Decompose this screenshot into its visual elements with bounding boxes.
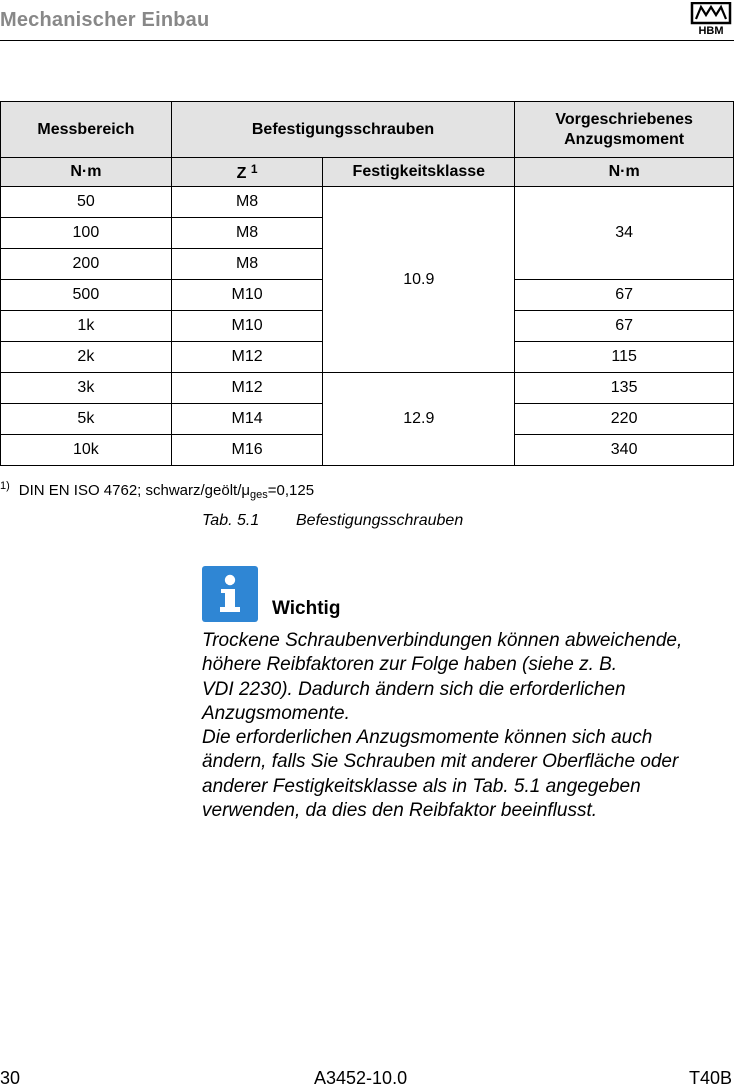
range-cell: 50	[1, 187, 172, 218]
table-unit-row	[1, 158, 734, 187]
notice-line: verwenden, da dies den Reibfaktor beeinflusst.	[202, 800, 598, 822]
z-label: Z	[236, 164, 247, 182]
torque-cell: 67	[515, 280, 734, 311]
screw-cell: M16	[171, 435, 323, 466]
logo-text: HBM	[698, 25, 724, 36]
col-header-range: Messbereich	[1, 102, 172, 158]
footnote-suffix: =0,125	[267, 482, 315, 499]
unit-torque: N·m	[515, 158, 734, 187]
grade-cell: 10.9	[323, 187, 515, 373]
screw-cell: M10	[171, 311, 323, 342]
screw-cell: M14	[171, 404, 323, 435]
notice-line: Anzugsmomente.	[202, 702, 350, 724]
page-number: 30	[0, 1068, 21, 1088]
footnote-subscript: ges	[250, 489, 268, 501]
table-row	[1, 373, 734, 404]
range-cell: 1k	[1, 311, 172, 342]
notice-line: Trockene Schraubenverbindungen können abweichende,	[202, 630, 683, 651]
grade-cell: 12.9	[323, 373, 515, 466]
range-cell: 10k	[1, 435, 172, 466]
torque-cell: 135	[515, 373, 734, 404]
torque-cell: 34	[515, 187, 734, 280]
screw-cell: M10	[171, 280, 323, 311]
section-title: Mechanischer Einbau	[0, 9, 210, 31]
screw-spec-table	[0, 101, 734, 466]
table-row	[1, 187, 734, 218]
screw-cell: M12	[171, 342, 323, 373]
header-divider	[0, 40, 734, 41]
col-header-grade: Festigkeitsklasse	[323, 158, 515, 187]
col-header-z	[171, 158, 323, 187]
screw-cell: M8	[171, 249, 323, 280]
unit-range: N·m	[1, 158, 172, 187]
range-cell: 2k	[1, 342, 172, 373]
torque-cell: 67	[515, 311, 734, 342]
torque-header-line2: Anzugsmoment	[564, 130, 685, 148]
range-cell: 3k	[1, 373, 172, 404]
torque-header-line1: Vorgeschriebenes	[555, 110, 693, 128]
notice-line: höhere Reibfaktoren zur Folge haben (siehe z. B.	[202, 654, 618, 676]
footnote-text: DIN EN ISO 4762; schwarz/geölt/μ	[18, 482, 251, 499]
notice-line: Die erforderlichen Anzugsmomente können sich auch	[202, 727, 653, 749]
screw-cell: M8	[171, 187, 323, 218]
screw-cell: M12	[171, 373, 323, 404]
torque-cell: 115	[515, 342, 734, 373]
table-footnote	[0, 480, 314, 501]
notice-label: Wichtig	[272, 598, 341, 619]
col-header-torque	[515, 102, 734, 158]
z-footnote-ref: 1	[250, 161, 258, 176]
footnote-marker: 1)	[0, 480, 10, 492]
table-caption	[202, 512, 463, 530]
screw-cell: M8	[171, 218, 323, 249]
caption-title: Befestigungsschrauben	[296, 512, 464, 529]
document-number: A3452-10.0	[314, 1068, 408, 1088]
hbm-logo	[690, 2, 732, 36]
range-cell: 100	[1, 218, 172, 249]
torque-cell: 340	[515, 435, 734, 466]
info-icon	[202, 566, 258, 622]
notice-line: ändern, falls Sie Schrauben mit anderer Oberfläche oder	[202, 751, 679, 773]
notice-body	[202, 629, 734, 823]
range-cell: 200	[1, 249, 172, 280]
table-header-row	[1, 102, 734, 158]
product-name: T40B	[688, 1068, 732, 1088]
notice-line: anderer Festigkeitsklasse als in Tab. 5.1 angegeben	[202, 775, 641, 797]
notice-line: VDI 2230). Dadurch ändern sich die erforderlichen	[202, 678, 626, 700]
torque-cell: 220	[515, 404, 734, 435]
range-cell: 500	[1, 280, 172, 311]
caption-number: Tab. 5.1	[202, 512, 260, 529]
range-cell: 5k	[1, 404, 172, 435]
col-header-screws: Befestigungsschrauben	[171, 102, 514, 158]
